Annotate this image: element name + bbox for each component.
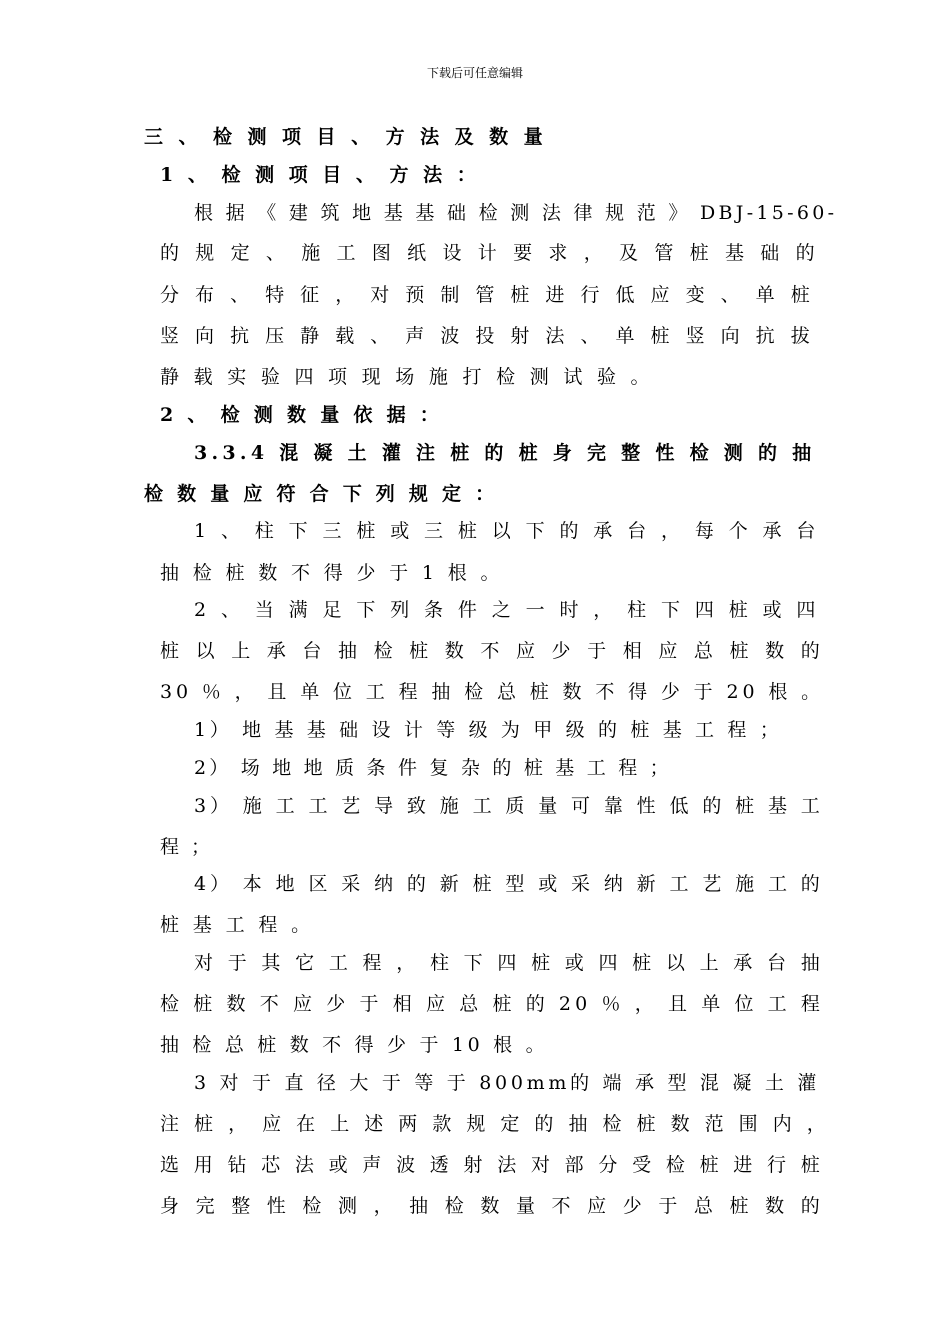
paragraph-line: 竖 向 抗 压 静 载 、 声 波 投 射 法 、 单 桩 竖 向 抗 拔 bbox=[160, 325, 815, 347]
list-item: 桩 基 工 程 。 bbox=[160, 914, 315, 936]
paragraph-line: 的 规 定 、 施 工 图 纸 设 计 要 求 ， 及 管 桩 基 础 的 bbox=[160, 242, 820, 264]
paragraph-line: 30 ％ ， 且 单 位 工 程 抽 检 总 桩 数 不 得 少 于 20 根 。 bbox=[160, 681, 824, 703]
paragraph-line: 1 、 柱 下 三 桩 或 三 桩 以 下 的 承 台 ， 每 个 承 台 bbox=[194, 520, 820, 542]
paragraph-line: 抽 检 总 桩 数 不 得 少 于 10 根 。 bbox=[160, 1034, 549, 1056]
paragraph-line: 桩 以 上 承 台 抽 检 桩 数 不 应 少 于 相 应 总 桩 数 的 bbox=[160, 640, 825, 662]
list-item: 4） 本 地 区 采 纳 的 新 桩 型 或 采 纳 新 工 艺 施 工 的 bbox=[194, 873, 824, 895]
subsection-heading: 2 、 检 测 数 量 依 据 ： bbox=[160, 404, 443, 426]
list-item: 2） 场 地 地 质 条 件 复 杂 的 桩 基 工 程 ； bbox=[194, 757, 672, 779]
paragraph-line: 3 对 于 直 径 大 于 等 于 800mm的 端 承 型 混 凝 土 灌 bbox=[194, 1072, 821, 1094]
paragraph-line: 2 、 当 满 足 下 列 条 件 之 一 时 ， 柱 下 四 桩 或 四 bbox=[194, 599, 820, 621]
paragraph-line: 根 据 《 建 筑 地 基 基 础 检 测 法 律 规 范 》 DBJ-15-60- bbox=[194, 202, 838, 224]
clause-heading: 3.3.4 混 凝 土 灌 注 桩 的 桩 身 完 整 性 检 测 的 抽 bbox=[194, 442, 816, 464]
clause-heading: 检 数 量 应 符 合 下 列 规 定 ： bbox=[144, 483, 498, 505]
paragraph-line: 检 桩 数 不 应 少 于 相 应 总 桩 的 20 ％ ， 且 单 位 工 程 bbox=[160, 993, 825, 1015]
section-heading: 三 、 检 测 项 目 、 方 法 及 数 量 bbox=[144, 126, 548, 148]
paragraph-line: 选 用 钻 芯 法 或 声 波 透 射 法 对 部 分 受 检 桩 进 行 桩 bbox=[160, 1154, 825, 1176]
paragraph-line: 分 布 、 特 征 ， 对 预 制 管 桩 进 行 低 应 变 、 单 桩 bbox=[160, 284, 815, 306]
list-item: 程 ； bbox=[160, 836, 214, 858]
paragraph-line: 注 桩 ， 应 在 上 述 两 款 规 定 的 抽 检 桩 数 范 围 内 ， bbox=[160, 1113, 831, 1135]
page-header: 下载后可任意编辑 bbox=[426, 66, 523, 80]
paragraph-line: 抽 检 桩 数 不 得 少 于 1 根 。 bbox=[160, 562, 504, 584]
paragraph-line: 静 载 实 验 四 项 现 场 施 打 检 测 试 验 。 bbox=[160, 366, 654, 388]
list-item: 3） 施 工 工 艺 导 致 施 工 质 量 可 靠 性 低 的 桩 基 工 bbox=[194, 795, 824, 817]
paragraph-line: 对 于 其 它 工 程 ， 柱 下 四 桩 或 四 桩 以 上 承 台 抽 bbox=[194, 952, 825, 974]
subsection-heading: 1 、 检 测 项 目 、 方 法 ： bbox=[160, 164, 480, 186]
paragraph-line: 身 完 整 性 检 测 ， 抽 检 数 量 不 应 少 于 总 桩 数 的 bbox=[160, 1195, 825, 1217]
list-item: 1） 地 基 基 础 设 计 等 级 为 甲 级 的 桩 基 工 程 ； bbox=[194, 719, 783, 741]
